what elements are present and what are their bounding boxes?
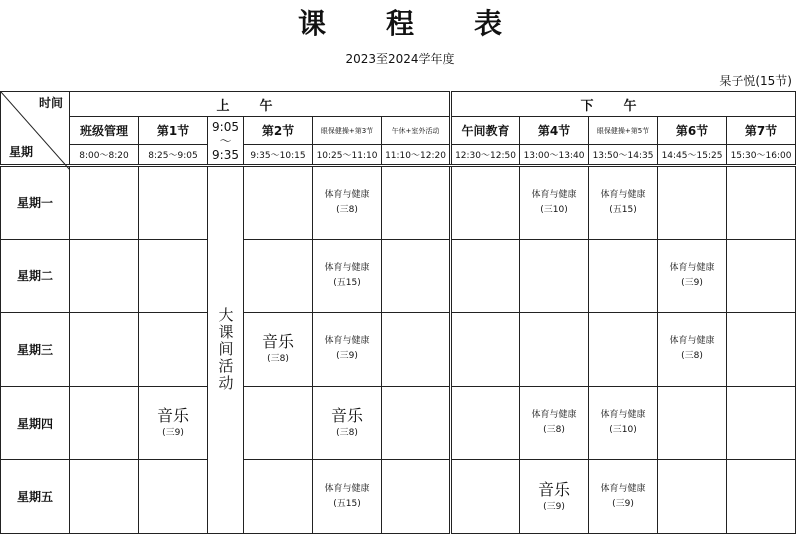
timetable-cell	[139, 460, 208, 534]
timetable-cell	[520, 239, 589, 313]
course-name: 音乐	[261, 332, 294, 352]
slot-header: 眼保健操+第5节	[589, 117, 658, 145]
timetable-cell	[658, 166, 727, 240]
time-label: 时间	[38, 96, 63, 110]
day-row	[1, 166, 796, 240]
timetable-cell	[139, 239, 208, 313]
course-class: (五15)	[609, 204, 637, 215]
break-tilde: ～	[219, 133, 232, 148]
slot-time: 11:10～12:20	[382, 145, 451, 166]
slot-header: 午间教育	[451, 117, 520, 145]
slot-time: 9:35～10:15	[244, 145, 313, 166]
course-class: (三8)	[681, 351, 703, 362]
slot-time: 8:00～8:20	[70, 145, 139, 166]
course-class: (三10)	[540, 204, 568, 215]
timetable-cell	[382, 166, 451, 240]
course-name: 体育与健康	[600, 410, 646, 421]
timetable-cell	[727, 239, 796, 313]
timetable-cell	[658, 239, 727, 313]
course-name: 音乐	[330, 406, 363, 426]
timetable-cell	[589, 239, 658, 313]
course-name: 体育与健康	[531, 189, 577, 200]
timetable-cell	[244, 166, 313, 240]
slot-time: 13:50～14:35	[589, 145, 658, 166]
break-start: 9:05	[212, 119, 239, 134]
timetable-cell	[451, 386, 520, 460]
morning-header: 上午	[70, 92, 451, 117]
day-row	[1, 460, 796, 534]
course-class: (三8)	[267, 354, 289, 365]
slot-time: 15:30～16:00	[727, 145, 796, 166]
break-activity-cell	[208, 166, 244, 534]
timetable-cell	[382, 239, 451, 313]
timetable-cell	[451, 166, 520, 240]
timetable-cell	[382, 460, 451, 534]
slot-time: 13:00～13:40	[520, 145, 589, 166]
timetable-cell	[313, 239, 382, 313]
course-class: (三8)	[336, 428, 358, 439]
page-title: 课程表	[297, 7, 562, 40]
course-name: 体育与健康	[600, 189, 646, 200]
slot-header: 第7节	[727, 117, 796, 145]
timetable-cell	[520, 166, 589, 240]
timetable-cell	[520, 313, 589, 387]
afternoon-header: 下午	[451, 92, 796, 117]
timetable-cell	[451, 313, 520, 387]
course-name: 体育与健康	[531, 410, 577, 421]
day-row	[1, 386, 796, 460]
slot-header: 班级管理	[70, 117, 139, 145]
slot-time: 8:25～9:05	[139, 145, 208, 166]
course-name: 体育与健康	[324, 336, 370, 347]
timetable-cell	[727, 460, 796, 534]
timetable-cell	[658, 460, 727, 534]
slot-header: 第2节	[244, 117, 313, 145]
timetable-cell	[313, 386, 382, 460]
timetable-cell	[520, 386, 589, 460]
course-name: 音乐	[156, 406, 189, 426]
timetable-cell	[313, 460, 382, 534]
break-end: 9:35	[212, 147, 239, 162]
course-class: (三8)	[336, 204, 358, 215]
timetable-cell	[70, 166, 139, 240]
course-name: 音乐	[537, 479, 570, 499]
slot-header: 眼保健操+第3节	[313, 117, 382, 145]
timetable-cell	[70, 460, 139, 534]
timetable-cell	[313, 166, 382, 240]
timetable-cell	[70, 239, 139, 313]
course-class: (三8)	[543, 425, 565, 436]
break-activity: 大课间活动	[216, 307, 235, 393]
timetable-cell	[451, 460, 520, 534]
course-name: 体育与健康	[324, 483, 370, 494]
slot-time: 14:45～15:25	[658, 145, 727, 166]
course-name: 体育与健康	[324, 189, 370, 200]
slot-header: 第1节	[139, 117, 208, 145]
course-class: (三9)	[336, 351, 358, 362]
timetable-cell	[244, 239, 313, 313]
header-corner	[1, 92, 70, 166]
school-year: 2023至2024学年度	[345, 52, 455, 66]
course-class: (三10)	[609, 425, 637, 436]
slot-header: 午休+室外活动	[382, 117, 451, 145]
timetable-cell	[244, 460, 313, 534]
day-row	[1, 313, 796, 387]
day-label: 星期一	[1, 166, 70, 240]
course-class: (三9)	[681, 277, 703, 288]
timetable-cell	[520, 460, 589, 534]
timetable-cell	[70, 386, 139, 460]
course-name: 体育与健康	[669, 262, 715, 273]
course-class: (五15)	[333, 277, 361, 288]
timetable-cell	[451, 239, 520, 313]
day-label: 星期四	[1, 386, 70, 460]
timetable-cell	[139, 166, 208, 240]
timetable-cell	[382, 386, 451, 460]
course-class: (五15)	[333, 498, 361, 509]
timetable-cell	[244, 386, 313, 460]
day-label: 星期三	[1, 313, 70, 387]
owner-name: 杲子悦(15节)	[719, 74, 792, 88]
slot-header: 第4节	[520, 117, 589, 145]
course-name: 体育与健康	[669, 336, 715, 347]
timetable-cell	[589, 313, 658, 387]
day-row	[1, 239, 796, 313]
slot-header: 第6节	[658, 117, 727, 145]
timetable-cell	[589, 386, 658, 460]
day-label: 星期五	[1, 460, 70, 534]
timetable-cell	[589, 460, 658, 534]
timetable-cell	[244, 313, 313, 387]
timetable-cell	[139, 313, 208, 387]
timetable-cell	[70, 313, 139, 387]
timetable-cell	[589, 166, 658, 240]
course-class: (三9)	[543, 501, 565, 512]
course-name: 体育与健康	[600, 483, 646, 494]
day-label: 星期	[9, 145, 34, 159]
slot-time: 12:30～12:50	[451, 145, 520, 166]
timetable-cell	[727, 386, 796, 460]
course-name: 体育与健康	[324, 262, 370, 273]
break-time-header	[208, 117, 244, 166]
timetable-cell	[658, 386, 727, 460]
timetable-cell	[727, 313, 796, 387]
timetable	[0, 91, 796, 534]
day-label: 星期二	[1, 239, 70, 313]
course-class: (三9)	[612, 498, 634, 509]
timetable-cell	[658, 313, 727, 387]
timetable-cell	[139, 386, 208, 460]
slot-time: 10:25～11:10	[313, 145, 382, 166]
course-class: (三9)	[162, 428, 184, 439]
timetable-cell	[382, 313, 451, 387]
timetable-cell	[313, 313, 382, 387]
timetable-cell	[727, 166, 796, 240]
